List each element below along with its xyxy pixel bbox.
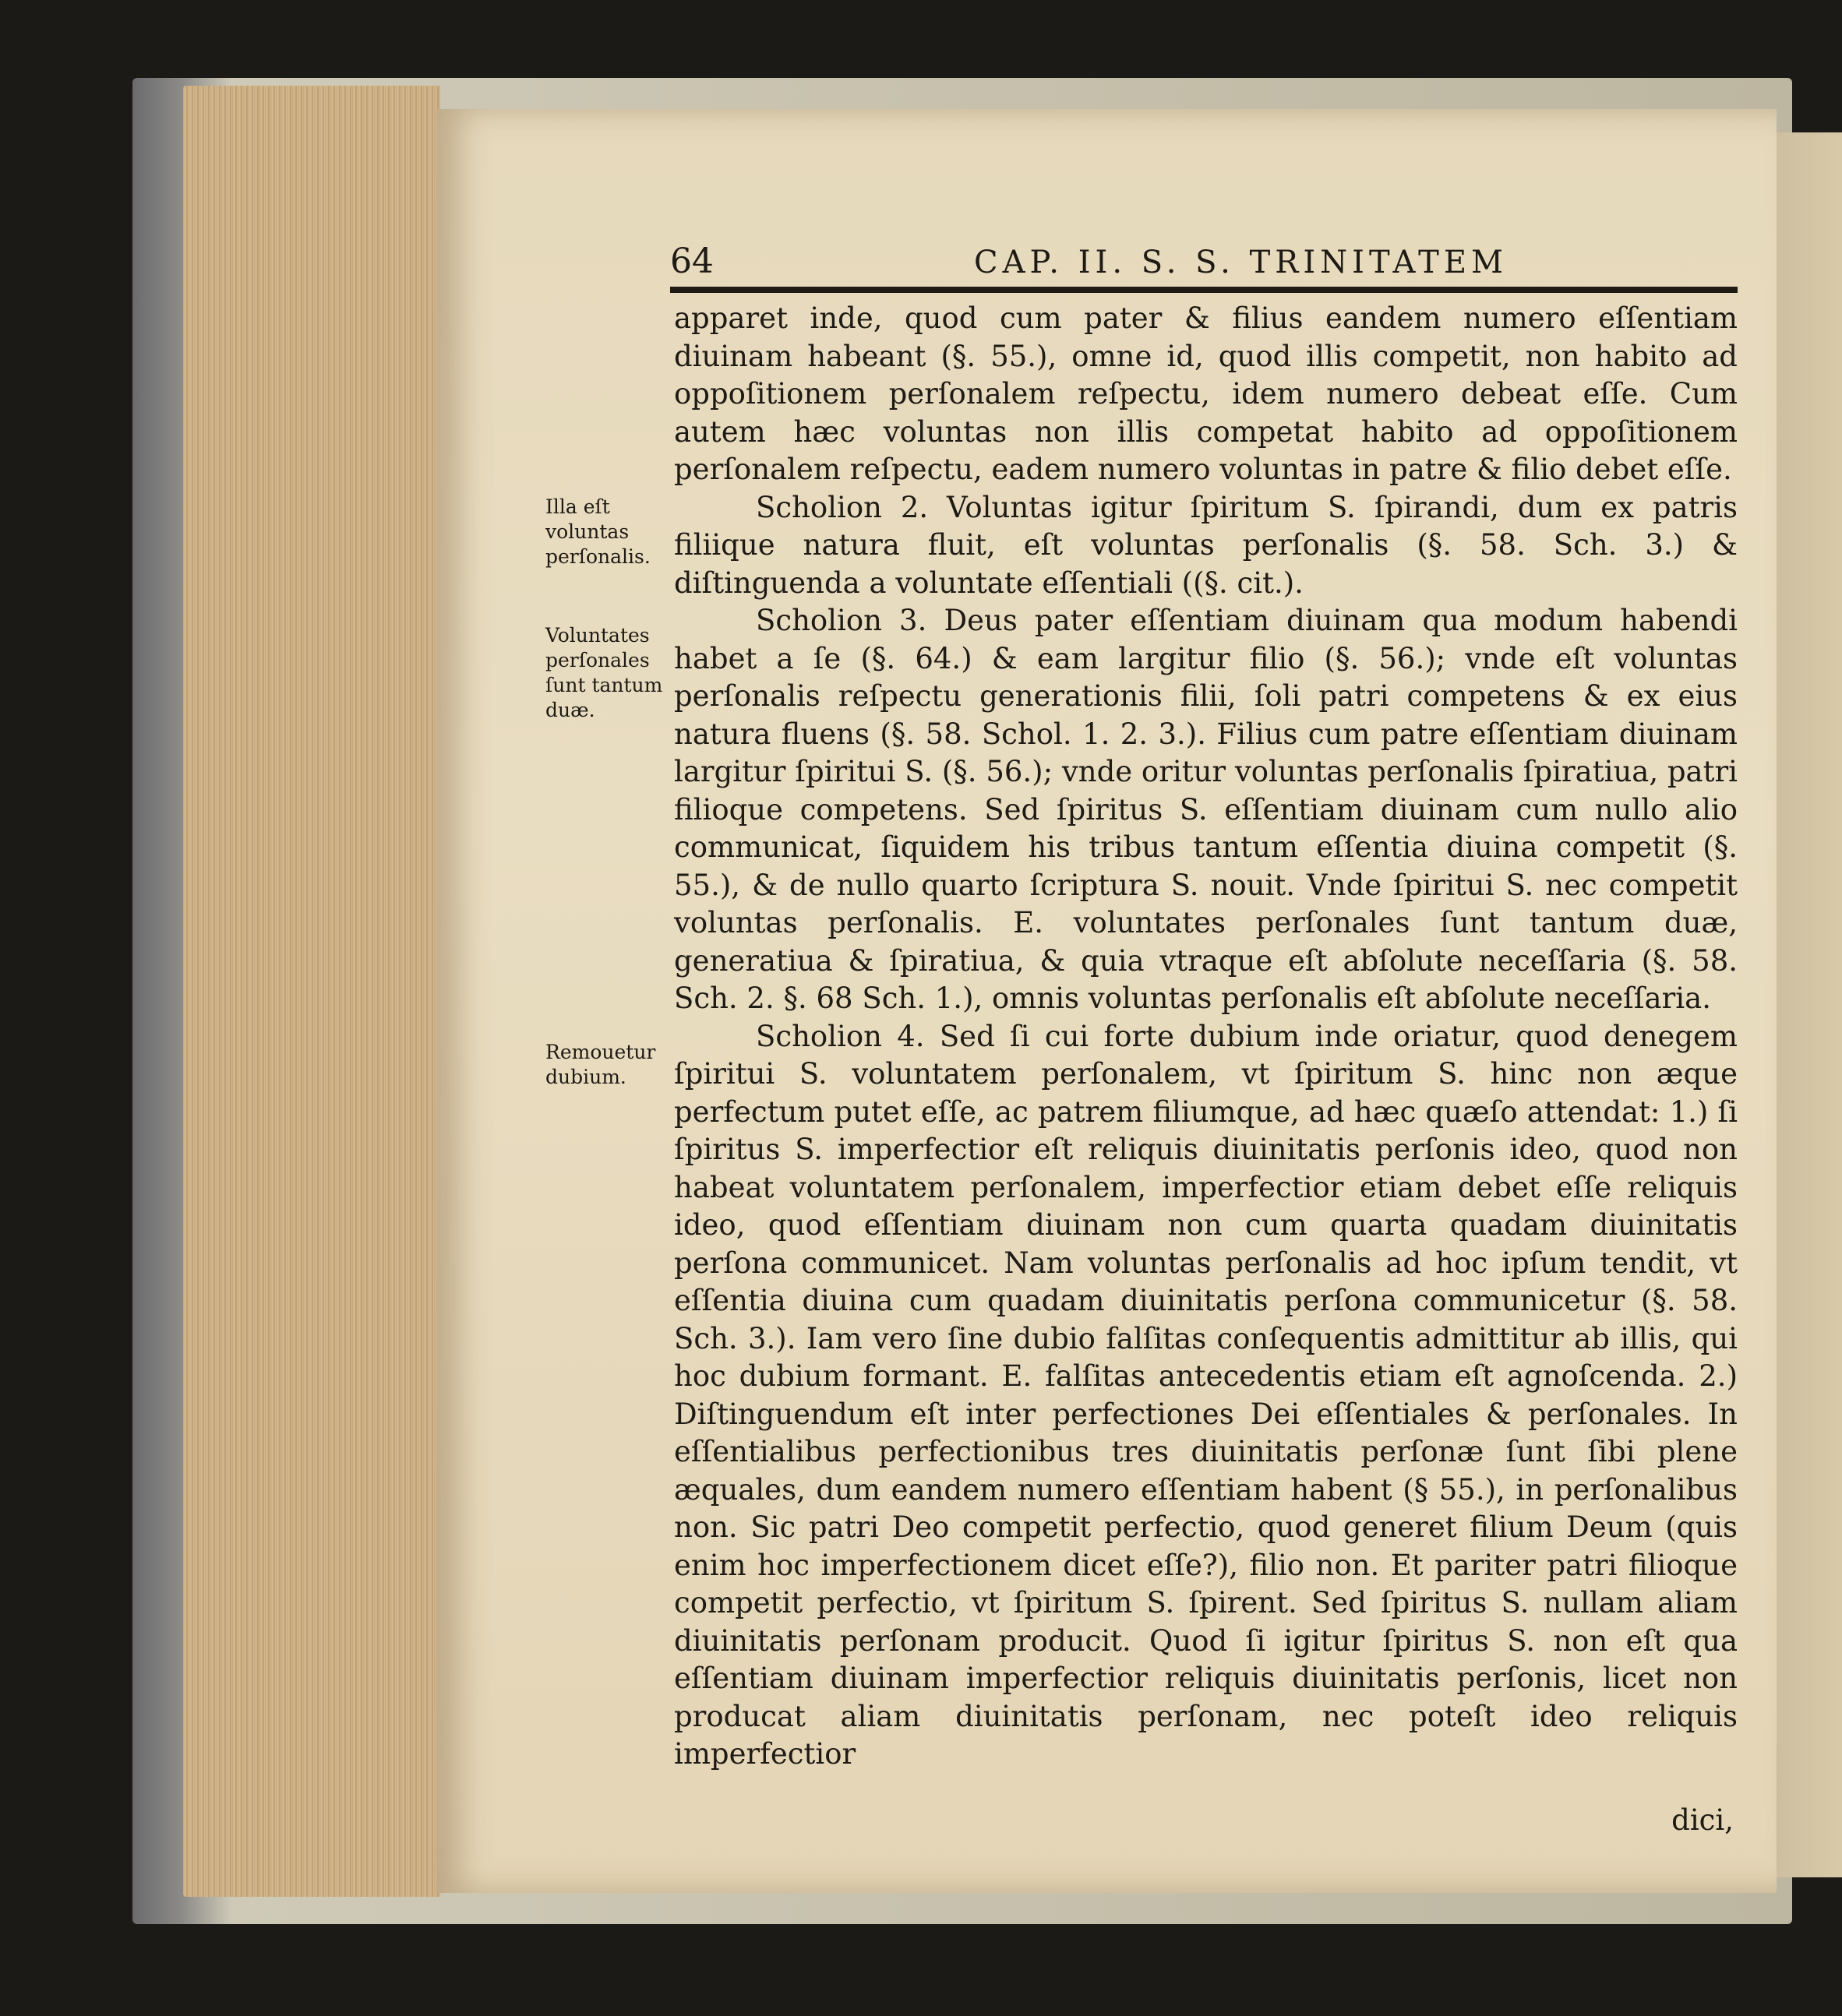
header-rule (670, 287, 1738, 293)
paragraph: apparet inde, quod cum pater & filius eandem numero eſſentiam diuinam habeant (§. 55.), omne id, quod illis competit, non habito ad oppoſitionem perſonalem reſpectu, idem numero debeat eſſe. Cum autem hæc voluntas non illis competat habito ad oppoſitionem perſonalem reſpectu, eadem numero voluntas in patre & filio debet eſſe. (674, 301, 1738, 486)
body-text (674, 300, 1738, 1774)
running-title: CAP. II. S. S. TRINITATEM (974, 245, 1508, 280)
margin-note: Illa eſt voluntas perſonalis. (545, 495, 651, 568)
paragraph: Scholion 3. Deus pater eſſentiam diuinam qua modum habendi habet a ſe (§. 64.) & eam largitur filio (§. 56.); vnde eſt voluntas perſonalis reſpectu generationis filii, ſoli patri competens & ex eius natura fluens (§. 58. Schol. 1. 2. 3.). Filius cum patre eſſentiam diuinam largitur ſpiritui S. (§. 56.); vnde oritur voluntas perſonalis ſpiratiua, patri filioque competens. Sed ſpiritus S. eſſentiam diuinam cum nullo alio communicat, ſiquidem his tribus tantum eſſentia diuina competit (§. 55.), & de nullo quarto ſcriptura S. nouit. Vnde ſpiritui S. nec competit voluntas perſonalis. E. voluntates perſonales ſunt tantum duæ, generatiua & ſpiratiua, & quia vtraque eſt abſolute neceſſaria (§. 58. Sch. 2. §. 68 Sch. 1.), omnis voluntas perſonalis eſt abſolute neceſſaria. (674, 604, 1738, 1015)
page-edges (183, 86, 440, 1897)
running-head (670, 241, 1738, 288)
paragraph: Scholion 4. Sed ſi cui forte dubium inde oriatur, quod denegem ſpiritui S. voluntatem perſonalem, vt ſpiritum S. hinc non æque perfectum putet eſſe, ac patrem filiumque, ad hæc quæſo attendat: 1.) ſi ſpiritus S. imperfectior eſt reliquis diuinitatis perſonis ideo, quod non habeat voluntatem perſonalem, imperfectior etiam debet eſſe reliquis ideo, quod eſſentiam diuinam non cum quarta quadam diuinitatis perſona communicet. Nam voluntas perſonalis ad hoc ipſum tendit, vt eſſentia diuina cum quadam diuinitatis perſona communicetur (§. 58. Sch. 3.). Iam vero ſine dubio falſitas conſequentis admittitur ab illis, qui hoc dubium formant. E. falſitas antecedentis etiam eſt agnoſcenda. 2.) Diſtinguendum eſt inter perfectiones Dei eſſentiales & perſonales. In eſſentialibus perfectionibus tres diuinitatis perſonæ ſunt ſibi plene æquales, dum eandem numero eſſentiam habent (§ 55.), in perſonalibus non. Sic patri Deo competit perfectio, quod generet filium Deum (quis enim hoc imperfectionem dicet eſſe?), filio non. Et pariter patri filioque competit perfectio, vt ſpiritum S. ſpirent. Sed ſpiritus S. nullam aliam diuinitatis perſonam producit. Quod ſi igitur ſpiritus S. non eſt qua eſſentiam diuinam imperfectior reliquis diuinitatis perſonis, licet non producat aliam diuinitatis perſonam, nec poteſt ideo reliquis imperfectior (674, 1019, 1738, 1771)
margin-note: Remouetur dubium. (545, 1041, 656, 1088)
book-page (436, 109, 1777, 1893)
margin-note: Voluntates perſonales ſunt tantum duæ. (545, 624, 663, 721)
page-number: 64 (670, 241, 714, 281)
catchword: dici, (1671, 1803, 1734, 1837)
paragraph: Scholion 2. Voluntas igitur ſpiritum S. ſpirandi, dum ex patris filiique natura fluit, eſt voluntas perſonalis (§. 58. Sch. 3.) & diſtinguenda a voluntate eſſentiali ((§. cit.). (674, 490, 1738, 600)
